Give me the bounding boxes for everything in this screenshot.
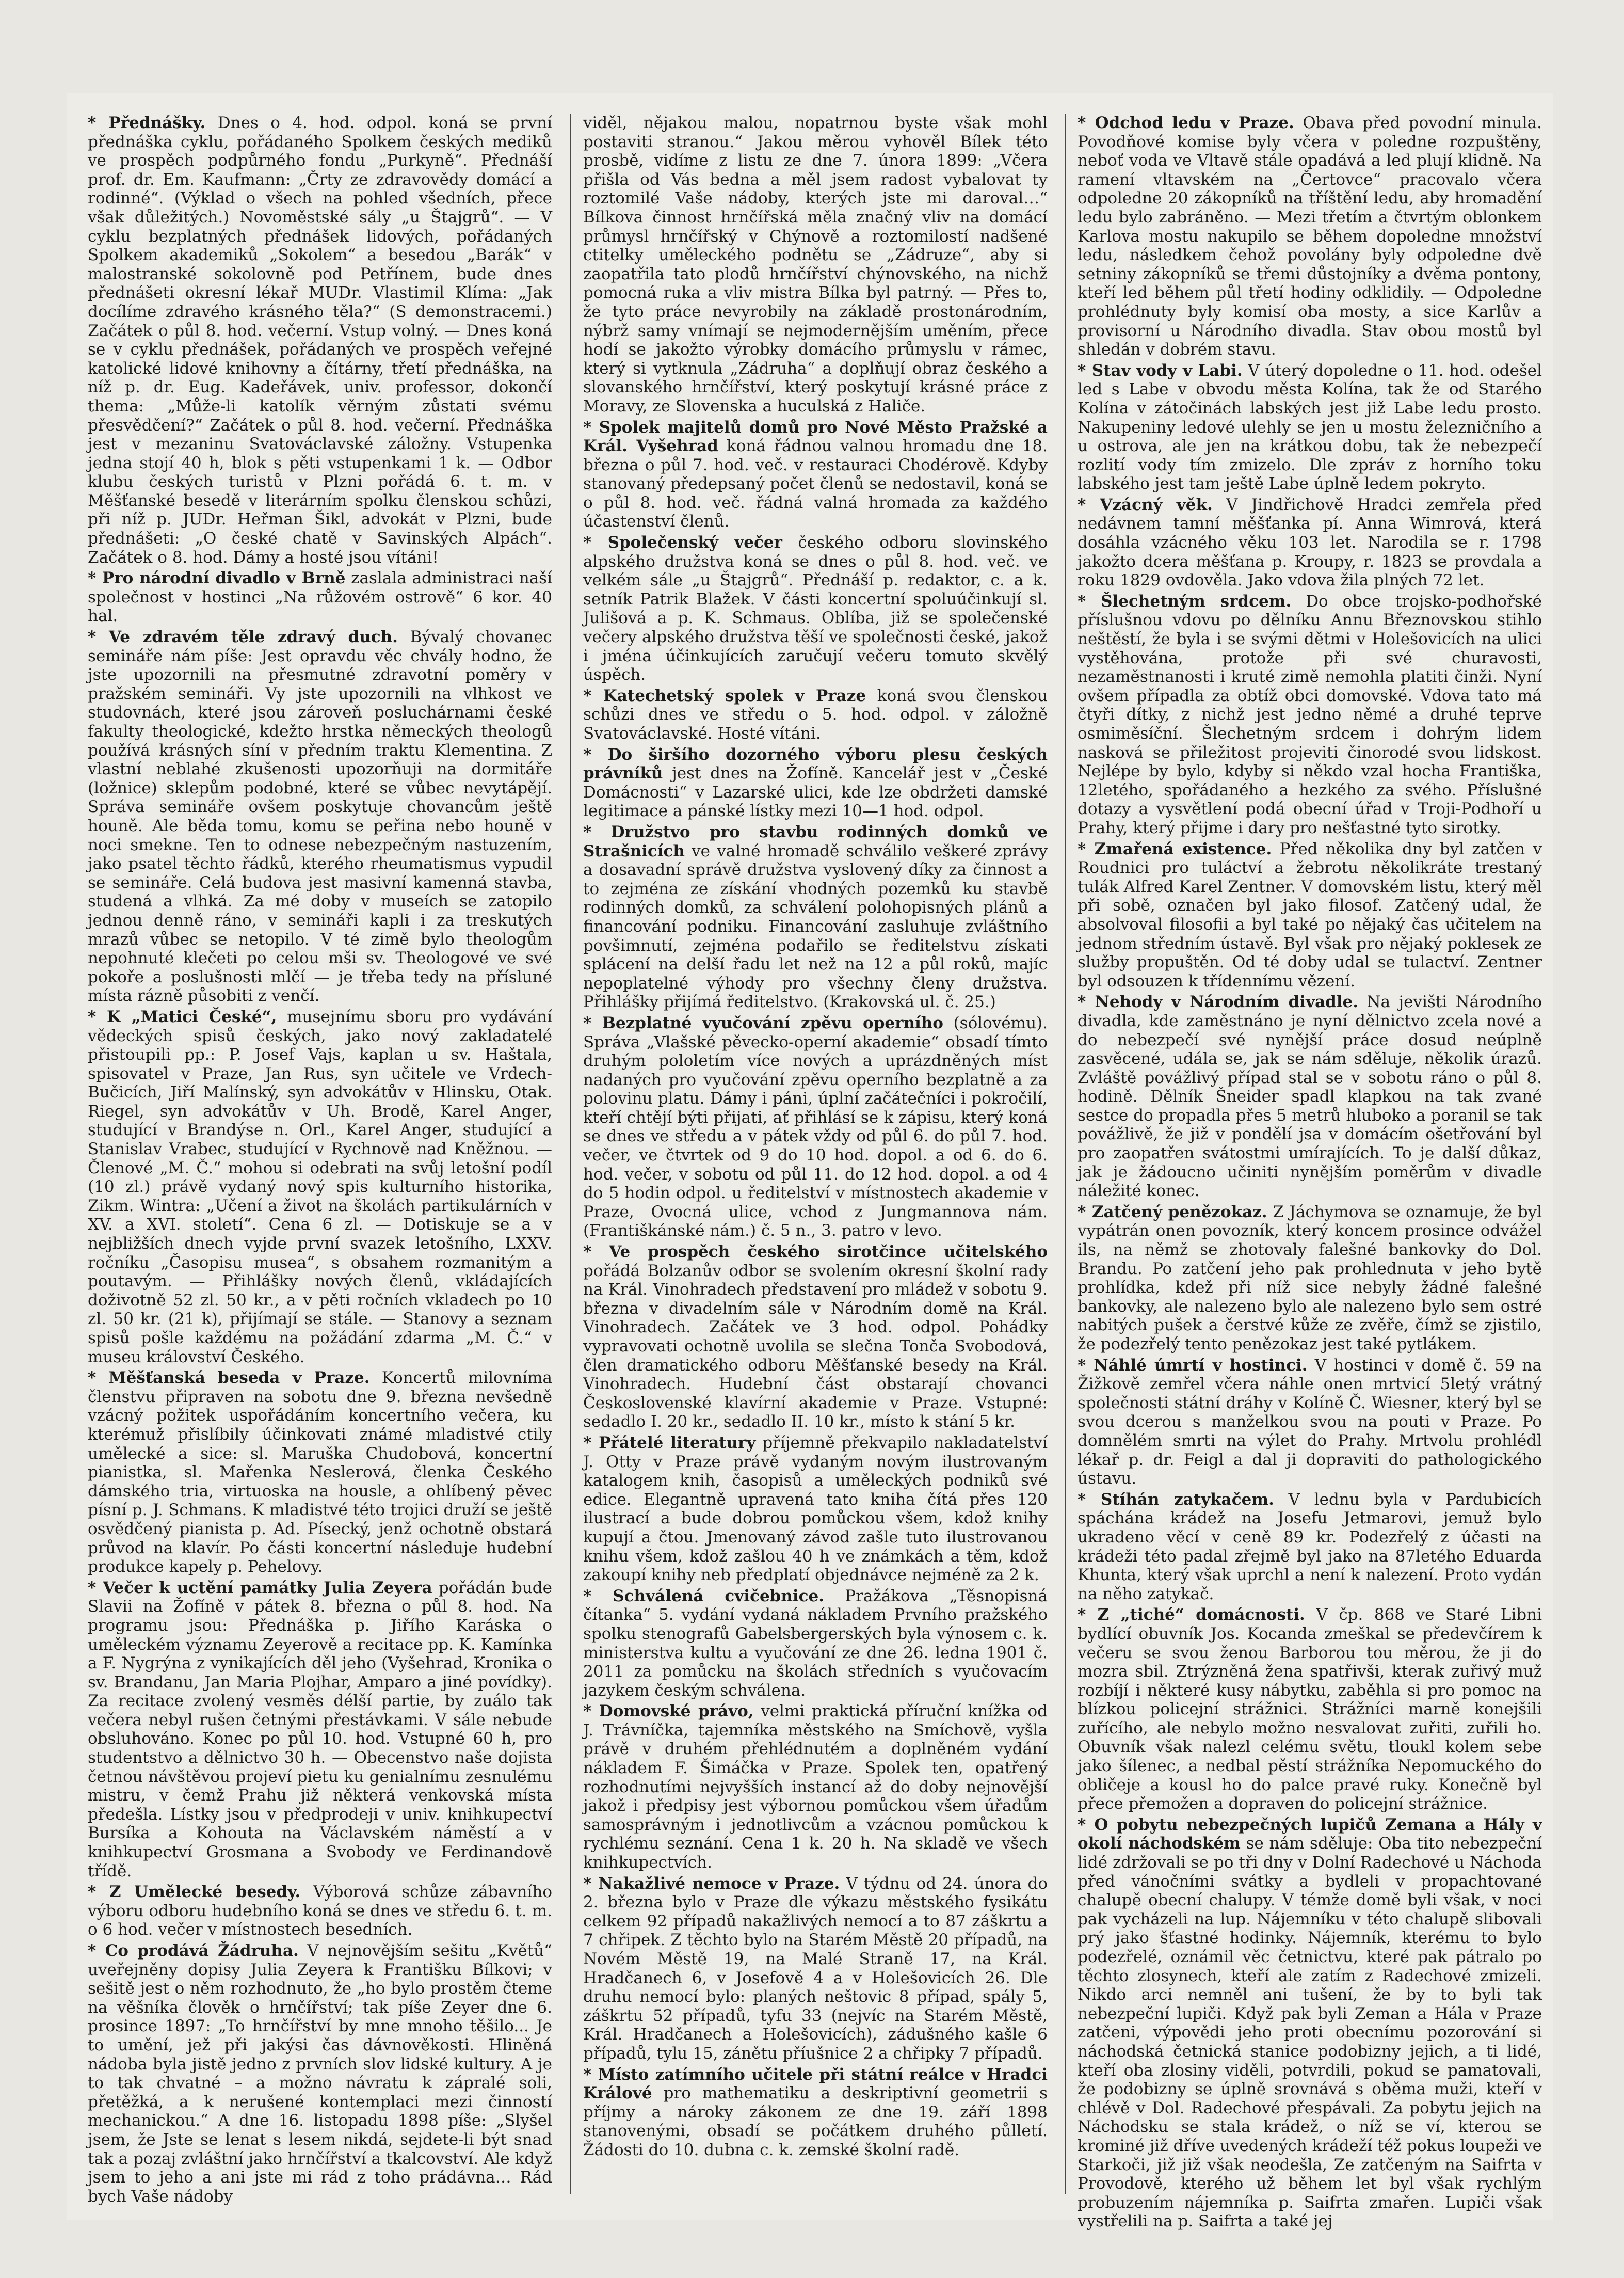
news-headline: * Přednášky.: [88, 114, 206, 132]
news-text: Výborová schůze zábavního výboru odboru hudebního koná se dnes ve středu 6. t. m. o 6 hod. večer v místnostech besedních.: [88, 1883, 552, 1939]
news-item: [1078, 361, 1542, 493]
news-text: Před několika dny byl zatčen v Roudnici pro tuláctví a žebrotu několikráte trestaný tulák Alfred Karel Zentner. V domovském listu, který měl při sobě, označen byl jako filosof. Zatčený udal, že absolvoval filosofii a byl také po nějaký čas učitelem na jednom středním ústavě. Byl však pro nějaký poklesek ze služby propuštěn. Od té doby udal se tulactví. Zentner byl odsouzen k třídennímu vězení.: [1078, 839, 1542, 991]
news-headline: * Domovské právo,: [583, 1702, 754, 1721]
news-item: [1078, 993, 1542, 1201]
news-text: Obava před povodní minula. Povodňové komise byly včera v poledne rozpuštěny, neboť voda ve Vltavě stále opadává a led plují klidně. Na ramení vltavském na „Čertovce“ pracovalo včera odpoledne 20 zákopníků na tříštění ledu, aby hromadění ledu bylo zabráněno. — Mezi třetím a čtvrtým oblonkem Karlova mostu nakupilo se během dopoledne množství ledu, následkem čehož povolány byly odpoledne dvě setniny zákopníků se třemi důstojníky a dvěma pontony, kteří led během půl třetí hodiny odklidily. — Odpoledne prohlédnuty byly komisí oba mosty, a sice Karlův a provisorní u Národního divadla. Stav obou mostů byl shledán v dobrém stavu.: [1078, 114, 1542, 359]
news-item: [583, 1242, 1048, 1431]
news-headline: * Schválená cvičebnice.: [583, 1586, 825, 1605]
news-item: [88, 1941, 552, 2206]
news-headline: * Přátelé literatury: [583, 1433, 756, 1452]
news-headline: * Bezplatné vyučování zpěvu operního: [583, 1013, 943, 1032]
news-text: jest dnes na Žofíně. Kancelář jest v „České Domácnosti“ v Lazarské ulici, kde lze obdržeti damské legitimace a pánské lístky mezi 10—1 hod. odpol.: [583, 764, 1048, 821]
news-headline: * Šlechetným srdcem.: [1078, 592, 1292, 611]
news-text: koná řádnou valnou hromadu dne 18. března o půl 7. hod. več. v restauraci Chodérově. Kdyby stanovaný předepsaný počet členů se nedostavil, koná se o půl 8. hod. več. řádná valná hromada za každého účastenství členů.: [583, 437, 1048, 531]
news-item: [1078, 114, 1542, 359]
news-item: [1078, 496, 1542, 590]
column-2: [583, 114, 1048, 2209]
news-text: V hostinci v domě č. 59 na Žižkově zemřel včera náhle onen mrtvicí 5letý vrátný společnosti státní dráhy v Kolíně Č. Wiesner, který byl se svou dcerou s manželkou svou na pouti v Praze. Po domnělém smrti na výlet do Prahy. Mrtvolu prohlédl lékař p. dr. Feigl a dal ji dopraviti do pathologického ústavu.: [1078, 1356, 1542, 1488]
news-headline: * Spolek majitelů domů pro Nové Město Pražské a Král. Vyšehrad: [583, 418, 1048, 456]
news-text: V týdnu od 24. února do 2. března bylo v Praze dle výkazu městského fysikátu celkem 92 případů nakažlivých nemocí a to 87 záškrtu a 7 chřipek. Z těchto bylo na Starém Městě 20 případů, na Novém Městě 19, na Malé Straně 17, na Král. Hradčanech 6, v Josefově 4 a v Holešovicích 26. Dle druhu nemocí bylo: planých neštovic 8 případ, spály 5, záškrtu 52 případů, tyfu 33 (nejvíc na Starém Městě, Král. Hradčanech a Holešovicích), zádušného kašle 6 případů, tylu 15, zánětu příušnice 2 a chřipky 7 případů.: [583, 1874, 1048, 2063]
news-item: [1078, 1490, 1542, 1604]
news-text: zaslala administraci naší společnost v hostinci „Na růžovém ostrově“ 6 kor. 40 hal.: [88, 569, 553, 626]
news-headline: * Nakažlivé nemoce v Praze.: [583, 1874, 840, 1893]
news-headline: * Nehody v Národním divadle.: [1078, 993, 1359, 1012]
news-item: [583, 1433, 1048, 1585]
news-text: příjemně překvapilo nakladatelství J. Otty v Praze právě vydaným novým ilustrovaným katalogem knih, časopisů a uměleckých podniků své edice. Elegantně upravená tato kniha čítá přes 120 ilustrací a bude dobrou pomůckou všem, kdož knihy kupují a čtou. Jmenovaný závod zašle tuto ilustrovanou knihu všem, kdož zašlou 40 h ve známkách a těm, kdož zakoupí knihy neb předplatí objednávce nejméně za 2 k.: [583, 1433, 1048, 1585]
news-text: V nejnovějším sešitu „Květů“ uveřejněny dopisy Julia Zeyera k Františku Bílkovi; v sešitě jest o něm rozhodnuto, že „ho bylo prostěm čteme na věšníka člověk o hrnčířství; tak píše Zeyer dne 6. prosince 1897: „To hrnčířství by mne mnoho těšilo... Je to umění, jež při jakýsi čas dávnověkosti. Hliněná nádoba byla jistě jedno z prvních slov lidské kultury. A je to tak chvatné – a možno návratu k zápralé soli, přetěžká, a k nerušené kontemplaci mezi činností mechanickou.“ A dne 16. listopadu 1898 píše: „Slyšel jsem, že Jste se lenat s lesem nikdá, sejdete-li být snad tak a pozaj zvláštní jako hrnčířství a tkalcovství. Ale když jsem to jeho a ani jste mi rád z toho prádávna… Rád bych Vaše nádoby: [88, 1941, 553, 2206]
news-headline: * Měšťanská beseda v Praze.: [88, 1368, 370, 1388]
news-item: [583, 114, 1048, 416]
newspaper-page: [67, 93, 1553, 2231]
news-text: ve valné hromadě schválilo veškeré zprávy a dosavadní správě družstva vyslovený díky za činnost a to zejména ze získání vhodných pozemků ku stavbě rodinných domků, za schválení polohopisných plánů a financování podniku. Financování zasluhuje zvláštního povšimnutí, zejména podařilo se ředitelstvu získati splácení na delší řadu let než na 12 a půl roků, majíc nepoplatelné výhody pro všechny členy družstva. Přihlášky přijímá ředitelstvo. (Krakovská ul. č. 25.): [583, 841, 1048, 1012]
news-headline: * Ve zdravém těle zdravý duch.: [88, 628, 398, 647]
news-item: [88, 569, 552, 626]
news-item: [1078, 1815, 1542, 2231]
news-text: pořádá Bolzanův odbor se svolením okresní školní rady na Král. Vinohradech představení pro mládež v sobotu 9. března v divadelním sále v Národním domě na Král. Vinohradech. Začátek ve 3 hod. odpol. Pohádky vypravovati ochotně uvolila se slečna Tonča Svobodová, člen dramatického odboru Měšťanské besedy na Král. Vinohradech. Hudební část obstarají chovanci Československé klavírní akademie v Praze. Vstupné: sedadlo I. 20 kr., sedadlo II. 10 kr., místo k stání 5 kr.: [583, 1261, 1048, 1431]
news-text: Dnes o 4. hod. odpol. koná se první přednáška cyklu, pořádaného Spolkem českých mediků ve prospěch podpůrného fondu „Purkyně“. Přednáší prof. dr. Em. Kaufmann: „Črty ze zdravovědy domácí a rodinné“. (Výklad o všech na pohled všedních, přece však důležitých.) Novoměstské sály „u Štajgrů“. — V cyklu bezplatných přednášek lidových, pořádaných Spolkem akademiků „Sokolem“ a besedou „Barák“ v malostranské sokolovně pod Petřínem, bude dnes přednášeti okresní lékař MUDr. Vlastimil Klíma: „Jak docílíme zdravého krásného těla?“ (S demonstracemi.) Začátek o půl 8. hod. večerní. Vstup volný. — Dnes koná se v cyklu přednášek, pořádaných ve prospěch veřejné katolické lidové knihovny a čítárny, třetí přednáška, na níž p. dr. Eug. Kadeřávek, univ. professor, dokončí thema: „Může-li katolík věrným zůstati svému přesvědčení?“ Začátek o půl 8. hod. večerní. Přednáška jest v mezaninu Svatováclavské záložny. Vstupenka jedna stojí 40 h, blok s pěti vstupenkami 1 k. — Odbor klubu českých turistů v Plzni pořádá 6. t. m. v Měšťanské besedě v literárním spolku členskou schůzi, při níž p. JUDr. Heřman Šikl, advokát v Plzni, bude přednášeti: „O české chatě v Savinských Alpách“. Začátek o 8. hod. Dámy a hosté jsou vítáni!: [88, 114, 552, 567]
news-item: [88, 114, 552, 567]
news-text: českého odboru slovinského alpského družstva koná se dnes o půl 8. hod. več. ve velkém sále „u Štajgrů“. Přednáší p. redaktor, c. a k. setník Patrik Blažek. V části koncertní spoluúčinkují sl. Julišová a p. K. Schmaus. Oblíba, již se společenské večery alpského družstva těší ve společnosti české, jakož i jména účinkujících zaručují večeru tomuto skvělý úspěch.: [583, 533, 1048, 684]
news-item: [1078, 1203, 1542, 1354]
news-item: [88, 1579, 552, 1881]
news-headline: * Družstvo pro stavbu rodinných domků ve Strašnicích: [583, 822, 1048, 861]
news-item: [1078, 1605, 1542, 1813]
news-headline: * Z Umělecké besedy.: [88, 1883, 301, 1902]
news-headline: * Vzácný věk.: [1078, 495, 1213, 514]
news-headline: * Večer k uctění památky Julia Zeyera: [88, 1578, 432, 1597]
news-text: Koncertů milovníma členstvu připraven na sobotu dne 9. března nevšedně vzácný požitek uspořádáním koncertního večera, ku kterémuž přislíbily účinkovati známé mladistvé ctily umělecké a sice: sl. Maruška Chudobová, koncertní pianistka, sl. Mařenka Neslerová, členka Českého dámského tria, virtuoska na housle, a ohlíbený pěvec písní p. J. Schmans. K mladistvé této trojici druží se ještě osvědčený pianista p. Ad. Písecký, jenž ochotně obstará průvod na klavír. Po části koncertní následuje hudební produkce kapely p. Pehelovy.: [88, 1368, 552, 1576]
news-text: V čp. 868 ve Staré Libni bydlící obuvník Jos. Kocanda zmeškal se předevčírem k večeru se svou ženou Barborou tou měrou, že ji do mozra sbil. Ztrýzněná žena spatřivši, kterak zuřivý muž rozbíjí i některé kusy nábytku, zaběhla si pro pomoc na blízkou policejní strážnici. Strážníci marně konejšili zuřícího, ale nebylo možno nesvalovat zuřiti, zuřili ho. Obuvník však nalezl celému světu, tloukl kolem sebe jako šílenec, a nedbal pěstí strážníka Nepomuckého do obličeje a kousl ho do palce pravé ruky. Konečně byl přece přemožen a dopraven do policejní strážnice.: [1078, 1605, 1542, 1813]
column-divider: [1065, 114, 1066, 2194]
news-item: [583, 745, 1048, 821]
news-item: [1078, 840, 1542, 991]
news-text: pořádán bude Slavii na Žofíně v pátek 8. března o půl 8. hod. Na programu jsou: Přednáška p. Jiřího Karáska o uměleckém významu Zeyerově a recitace pp. K. Kamínka a F. Nygrýna z vynikajících děl jeho (Vyšehrad, Kronika o sv. Brandanu, Jan Maria Plojhar, Amparo a jiné povídky). Za recitace zvolený vesměs délší partie, by zuálo tak večera nebyl rušen četnými přestávkami. V sále nebude obsluhováno. Konec po půl 10. hod. Vstupné 60 h, pro studentstvo a dělnictvo 30 h. — Obecenstvo naše dojista četnou návštěvou projeví pietu ku genialnímu zesnulému mistru, v čemž Prahu již některá venkovská místa předešla. Lístky jsou v předprodeji v univ. knihkupectví Bursíka a Kohouta na Václavském náměstí a v knihkupectví Grosmana a Svobody ve Ferdinandově třídě.: [88, 1578, 552, 1881]
news-item: [88, 1368, 552, 1576]
news-headline: * Místo zatímního učitele při státní reálce v Hradci Králové: [583, 2065, 1048, 2103]
news-text: Z Jáchymova se oznamuje, že byl vypátrán onen povozník, který koncem prosince odvážel ils, na němž se zhotovaly falešné bankovky do Dol. Brandu. Po zatčení jeho pak prohlednuta v jeho bytě prohlídka, kdež při níž sice nebyly žádné falešné bankovky, ale nalezeno bylo ale nalezeno bylo sem ostré nabitých pušek a čerstvé kůže ze zvěře, čímž se zjistilo, že podezřelý tento penězokaz jest také pytlákem.: [1078, 1202, 1542, 1353]
news-headline: * Odchod ledu v Praze.: [1078, 114, 1294, 132]
news-text: velmi praktická příruční knížka od J. Trávníčka, tajemníka městského na Smíchově, vyšla právě v druhém přehlédnutém a doplněném vydání nákladem F. Šimáčka v Praze. Spolek ten, opatřený rozhodnutími nejvyšších instancí až do doby nejnovější jakož i předpisy jest výbornou pomůckou všem úřadům samosprávným i jednotlivcům a vzácnou pomůckou k rychlému seznání. Cena 1 k. 20 h. Na skladě ve všech knihkupectvích.: [583, 1702, 1048, 1872]
news-headline: * Zmařená existence.: [1078, 839, 1272, 858]
column-divider: [570, 114, 571, 2194]
news-text: Bývalý chovanec semináře nám píše: Jest opravdu věc chvály hodno, že jste upozornili na přesmutné zdravotní poměry v pražském semináři. Vy jste upozornili na vlhkost ve studovnách, které jsou zároveň posluchárnami české fakulty theologické, kdežto hrstka německých theologů používá krásných síní v předním traktu Klementina. Z vlastní neblahé zkušenosti upozorňuji na dormitáře (ložnice) sklepům podobné, které se vůbec nevytápějí. Správa semináře ovšem poskytuje chovancům ještě houně. Ale běda tomu, komu se peřina nebo houně v noci smekne. Ten to odnese nebezpečným nastuzením, jako psatel těchto řádků, kterého rheumatismus vypudil se semináře. Celá budova jest masivní kamenná stavba, studená a vlhká. Za mé doby v museích se zatopilo jednou denně ráno, v semináři kapli i za treskutých mrazů vůbec se netopilo. V té zimě bylo theologům nepohnuté klečeti po celou mši sv. Theologové ve své pokoře a poslušnosti mlčí — je třeba tedy na přísluné místa rázně působiti z venčí.: [88, 628, 552, 1006]
news-headline: * Stíhán zatykačem.: [1078, 1490, 1274, 1509]
news-headline: * K „Matici České“,: [88, 1007, 277, 1026]
news-headline: * Do širšího dozorného výboru plesu českých právníků: [583, 745, 1048, 783]
news-text: Pražákova „Těsnopisná čítanka“ 5. vydání vydaná nákladem Prvního pražského spolku stenografů Gabelsbergerských byla výnosem c. k. ministerstva kultu a vyučování ze dne 26. ledna 1901 č. 2011 za pomůcku na školách středních s vyučovacím jazykem českým schválena.: [583, 1586, 1048, 1700]
news-headline: * Z „tiché“ domácnosti.: [1078, 1605, 1305, 1624]
news-headline: * Ve prospěch českého sirotčince učitelského: [583, 1242, 1048, 1262]
news-item: [88, 628, 552, 1006]
news-headline: * Pro národní divadlo v Brně: [88, 569, 346, 588]
news-headline: * O pobytu nebezpečných lupičů Zemana a Hály v okolí náchodském: [1078, 1815, 1542, 1853]
news-item: [583, 1702, 1048, 1872]
news-text: viděl, nějakou malou, nopatrnou byste však mohl postaviti stranou.“ Jakou měrou vyhověl Bílek této prosbě, vidíme z listu ze dne 7. února 1899: „Včera přišla od Vás bedna a měl jsem radost vybalovat ty roztomilé Vaše nádoby, kterých jste mi daroval…“ Bílkova činnost hrnčířská měla značný vliv na domácí průmysl hrnčířský v Chýnově a roztomilostí nadšené ctitelky uměleckého podnětu se „Zádruze“, aby si zaopatřila tato plodů hrnčířství chýnovského, na nichž pomocná ruka a vliv mistra Bílka byl patrný. — Přes to, že tyto práce nevyrobily na základě prostonárodním, nýbrž samy vnímají se nejmodernějším uměním, přece hodí se jakožto výrobky domácího průmyslu v rámec, který si vytknula „Zádruha“ a doplňují obraz českého a slovanského hrnčířství, který poskytují krásné práce z Moravy, ze Slovenska a huculská z Haliče.: [583, 114, 1048, 416]
news-text: V úterý dopoledne o 11. hod. odešel led s Labe v obvodu města Kolína, tak že od Starého Kolína v zátočinách labských jest již Labe ledu prosto. Nakupeniny ledové ulehly se jen u mostu železničního a u ostrova, ale jen na krátkou dobu, tak že nebezpečí rozlití vody tím zmizelo. Dle zpráv z horního toku labského jest tam ještě Labe úplně ledem pokryto.: [1078, 361, 1542, 493]
column-3: [1078, 114, 1542, 2231]
news-text: V Jindřichově Hradci zemřela před nedávnem tamní měšťanka pí. Anna Wimrová, která dosáhla vzácného věku 103 let. Narodila se r. 1798 jakožto dcera měšťana p. Kroupy, r. 1823 se provdala a roku 1829 ovdověla. Jako vdova žila plných 72 let.: [1078, 495, 1542, 590]
news-item: [583, 687, 1048, 743]
column-1: [88, 114, 552, 2209]
news-headline: * Katechetský spolek v Praze: [583, 686, 866, 705]
news-headline: * Zatčený penězokaz.: [1078, 1202, 1267, 1221]
news-text: pro mathematiku a deskriptivní geometrii s příjmy a nároky zákonem ze dne 19. září 1898 stanovenými, obsadí se počátkem druhého půlletí. Žádosti do 10. dubna c. k. zemské školní radě.: [583, 2084, 1048, 2159]
news-item: [583, 418, 1048, 532]
news-headline: * Společenský večer: [583, 533, 782, 552]
news-text: (sólovému). Správa „Vlašské pěvecko-operní akademie“ obsadí tímto druhým pololetím více nových a uprázdněných míst nadaných pro vyučování zpěvu operního bezplatně a za polovinu platu. Dámy i páni, úplní začátečníci i pokročilí, kteří chtějí býti přijati, ať přihlásí se k zápisu, který koná se dnes ve středu a v pátek vždy od půl 6. do půl 7. hod. večer, ve čtvrtek od 9 do 10 hod. dopol. a od 6. do 6. hod. večer, v sobotu od půl 11. do 12 hod. dopol. a od 4 do 5 hodin odpol. u ředitelství v místnostech akademie v Praze, Ovocná ulice, vchod z Jungmannova nám. (Františkánské nám.) č. 5 n., 3. patro v levo.: [583, 1013, 1048, 1240]
news-item: [583, 2065, 1048, 2160]
news-item: [583, 823, 1048, 1012]
news-text: musejnímu sboru pro vydávání vědeckých spisů českých, jako nový zakladatelé přistoupili pp.: P. Josef Vajs, kaplan u sv. Haštala, spisovatel v Praze, Jan Rus, syn učitele ve Vrdech-Bučicích, Jiří Malínský, syn advokátův v Hlinsku, Otak. Riegel, syn advokátův v Uh. Brodě, Karel Anger, studující v Brandýse n. Orl., Karel Anger, studující a Stanislav Vrabec, studující v Rychnově nad Kněžnou. — Členové „M. Č.“ mohou si odebrati na svůj letošní podíl (10 zl.) právě vydaný nový spis kulturního historika, Zikm. Wintra: „Učení a život na školách partikulárních v XV. a XVI. století“. Cena 6 zl. — Dotiskuje se a v nejbližších dnech vyjde první svazek letošního, LXXV. ročníku „Časopisu musea“, s obsahem rozmanitým a poutavým. — Přihlášky nových členů, vkládajících doživotně 52 zl. 50 kr., a v pěti ročních vkladech po 10 zl. 50 kr. (21 k), přijímají se stále. — Stanovy a seznam spisů pošle každému na požádání zdarma „M. Č.“ v museu království Českého.: [88, 1007, 553, 1366]
news-item: [1078, 1356, 1542, 1488]
news-text: koná svou členskou schůzi dnes ve středu o 5. hod. odpol. v záložně Svatováclavské. Hosté vítáni.: [583, 686, 1048, 743]
news-item: [583, 1014, 1048, 1240]
news-headline: * Náhlé úmrtí v hostinci.: [1078, 1356, 1308, 1375]
news-item: [88, 1008, 552, 1366]
news-text: V lednu byla v Pardubicích spáchána krádež na Josefu Jetmarovi, jemuž bylo ukradeno věcí v ceně 89 kr. Podezřelý z účasti na krádeži této padal zřejmě byl jako na 87letého Eduarda Khunta, který však uprchl a není k nalezení. Proto vydán na něho zatykač.: [1078, 1490, 1542, 1603]
news-item: [583, 1874, 1048, 2063]
news-item: [583, 533, 1048, 684]
news-item: [1078, 592, 1542, 838]
news-headline: * Stav vody v Labi.: [1078, 361, 1243, 380]
news-item: [88, 1883, 552, 1939]
news-text: Na jevišti Národního divadla, kde zaměstnáno je nyní dělnictvo zcela nové a do nebezpečí své nynější práce dosud neúplně zasvěcené, udála se, jak se nám sděluje, několik úrazů. Zvláště povážlivý případ stal se v sobotu ráno o půl 8. hodině. Dělník Šneider spadl klapkou na tak zvané sestce do propadla přes 5 metrů hluboko a poranil se tak povážlivě, že již v pondělí jsa v domácím ošetřování byl pro zaopatřen svátostmi umírajících. To je další důkaz, jak je žádoucno učiniti nynějším poměrům v divadle náležité konec.: [1078, 993, 1542, 1201]
news-headline: * Co prodává Žádruha.: [88, 1941, 299, 1960]
news-text: Do obce trojsko-podhořské příslušnou vdovu po dělníku Annu Březnovskou stihlo neštěstí, že byla i se svými dětmi v Holešovicích na ulici vystěhována, protože při své churavosti, nezaměstnanosti i kruté zimě nemohla platiti činži. Nyní ovšem případla za obtíž obci domovské. Vdova tato má čtyři dítky, z nichž jest jedno němé a druhé teprve osmiměsíční. Šlechetným srdcem i dohrým lidem nasková se přiležitost projeviti činorodé svou lidskost. Nejlépe by bylo, kdyby si někdo vzal hocha Františka, 12letého, spořádaného a hezkého za svého. Příslušné dotazy a vysvětlení podá obecní úřad v Troji-Podhoří u Prahy, který přijme i dary pro nešťastné tyto sirotky.: [1078, 592, 1542, 837]
news-text: se nám sděluje: Oba tito nebezpeční lidé zdržovali se po tři dny v Dolní Radechové u Náchoda před vánočními svátky a bydleli v propachtované chalupě obecní chalupy. V témže domě byli však, v noci pak vycházeli na lup. Nájemníku v této chalupě slibovali prý jako šťastné hodinky. Nájemník, kterému to bylo podezřelé, oznámil věc četnictvu, které pak pátralo po těchto zlosynech, kteří ale zatím z Radechové zmizeli. Nikdo arci nemněl ani tušení, že by to byli tak nebezpeční lupiči. Když pak byli Zeman a Hála v Praze zatčeni, výpovědi jeho proti obecnímu pozorování si náchodská četnická stanice podobizny jejich, a ti lidé, kteří oba zlosiny viděli, potvrdili, pokud se pamatovali, že podobizny se úplně srovnává s oběma muži, kteří v chlévě v Dol. Radechové přespávali. Za pobytu jejich na Náchodsku se stala krádež, o níž se ví, kterou se krominé již dříve uvedených krádeží též pokus loupeži ve Starkoči, již již však neodešla, Ze zatčeným na Saifrta v Provodově, kterého už během let byl však rychlým probuzením nájemníka p. Saifrta zmařen. Lupiči však vystřelili na p. Saifrta a také jej: [1078, 1834, 1542, 2231]
news-item: [583, 1587, 1048, 1700]
